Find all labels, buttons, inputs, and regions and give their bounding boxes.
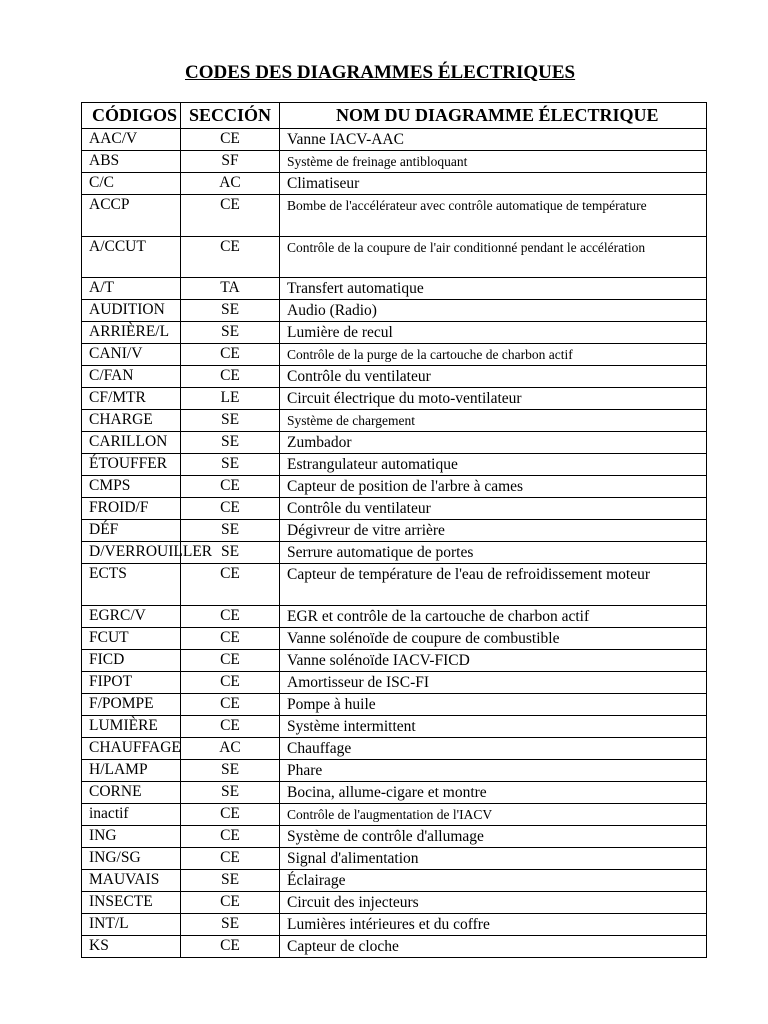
cell-section: CE [181,935,280,957]
codes-table [81,102,707,958]
cell-code: AUDITION [82,300,181,322]
cell-code: F/POMPE [82,693,181,715]
cell-diagram-name: Capteur de cloche [280,935,707,957]
cell-section: SE [181,759,280,781]
cell-diagram-name: Circuit des injecteurs [280,891,707,913]
cell-diagram-name: Système intermittent [280,715,707,737]
table-row [82,454,707,476]
cell-section: CE [181,649,280,671]
cell-code: H/LAMP [82,759,181,781]
table-row [82,935,707,957]
table-row [82,715,707,737]
cell-section: SE [181,454,280,476]
header-section: SECCIÓN [181,103,280,129]
cell-diagram-name: Vanne solénoïde IACV-FICD [280,649,707,671]
table-row [82,847,707,869]
cell-section: CE [181,847,280,869]
cell-diagram-name: Amortisseur de ISC-FI [280,671,707,693]
cell-section: CE [181,195,280,237]
table-row [82,649,707,671]
cell-code: ING/SG [82,847,181,869]
cell-section: CE [181,825,280,847]
table-row [82,605,707,627]
cell-diagram-name: Transfert automatique [280,278,707,300]
cell-code: CF/MTR [82,388,181,410]
cell-code: KS [82,935,181,957]
table-row [82,322,707,344]
cell-diagram-name: Chauffage [280,737,707,759]
cell-section: SE [181,432,280,454]
table-row [82,476,707,498]
cell-code: CHARGE [82,410,181,432]
cell-section: SE [181,913,280,935]
cell-code: INT/L [82,913,181,935]
cell-code: EGRC/V [82,605,181,627]
table-row [82,173,707,195]
cell-code: ÉTOUFFER [82,454,181,476]
table-row [82,366,707,388]
cell-diagram-name: Pompe à huile [280,693,707,715]
cell-diagram-name: Signal d'alimentation [280,847,707,869]
cell-section: CE [181,671,280,693]
table-body [82,129,707,958]
cell-section: CE [181,476,280,498]
table-row [82,344,707,366]
cell-code: ECTS [82,564,181,606]
table-row [82,195,707,237]
cell-code: CANI/V [82,344,181,366]
cell-diagram-name: Zumbador [280,432,707,454]
cell-section: CE [181,366,280,388]
cell-code: CARILLON [82,432,181,454]
cell-section: CE [181,803,280,825]
table-row [82,388,707,410]
table-row [82,410,707,432]
cell-section: SE [181,410,280,432]
cell-code: MAUVAIS [82,869,181,891]
cell-diagram-name: Vanne solénoïde de coupure de combustible [280,627,707,649]
cell-code: DÉF [82,520,181,542]
cell-section: CE [181,129,280,151]
table-row [82,803,707,825]
cell-diagram-name: Lumière de recul [280,322,707,344]
cell-diagram-name: Capteur de température de l'eau de refroidissement moteur [280,564,707,606]
cell-code: LUMIÈRE [82,715,181,737]
header-code: CÓDIGOS [82,103,181,129]
cell-section: TA [181,278,280,300]
cell-code: FIPOT [82,671,181,693]
cell-section: SE [181,542,280,564]
cell-code: ARRIÈRE/L [82,322,181,344]
cell-diagram-name: Phare [280,759,707,781]
table-row [82,671,707,693]
cell-section: SE [181,300,280,322]
cell-diagram-name: Contrôle du ventilateur [280,498,707,520]
cell-section: AC [181,737,280,759]
cell-code: ING [82,825,181,847]
cell-diagram-name: Climatiseur [280,173,707,195]
cell-diagram-name: Dégivreur de vitre arrière [280,520,707,542]
table-row [82,151,707,173]
cell-diagram-name: EGR et contrôle de la cartouche de charbon actif [280,605,707,627]
cell-code: FICD [82,649,181,671]
cell-diagram-name: Bombe de l'accélérateur avec contrôle automatique de température [280,195,707,237]
cell-diagram-name: Capteur de position de l'arbre à cames [280,476,707,498]
table-row [82,693,707,715]
cell-diagram-name: Éclairage [280,869,707,891]
cell-section: CE [181,605,280,627]
cell-diagram-name: Serrure automatique de portes [280,542,707,564]
cell-section: CE [181,693,280,715]
table-row [82,278,707,300]
cell-diagram-name: Audio (Radio) [280,300,707,322]
cell-section: SF [181,151,280,173]
cell-section: LE [181,388,280,410]
table-row [82,825,707,847]
cell-diagram-name: Contrôle du ventilateur [280,366,707,388]
cell-diagram-name: Système de chargement [280,410,707,432]
cell-section: AC [181,173,280,195]
table-row [82,236,707,278]
cell-code: INSECTE [82,891,181,913]
cell-code: inactif [82,803,181,825]
cell-diagram-name: Contrôle de la coupure de l'air conditionné pendant le accélération [280,236,707,278]
cell-section: CE [181,715,280,737]
cell-code: A/T [82,278,181,300]
table-row [82,129,707,151]
cell-section: SE [181,869,280,891]
cell-diagram-name: Contrôle de la purge de la cartouche de charbon actif [280,344,707,366]
cell-section: CE [181,498,280,520]
table-row [82,498,707,520]
cell-section: CE [181,891,280,913]
table-row [82,627,707,649]
table-row [82,542,707,564]
cell-diagram-name: Bocina, allume-cigare et montre [280,781,707,803]
header-name: NOM DU DIAGRAMME ÉLECTRIQUE [280,103,707,129]
table-row [82,737,707,759]
cell-code: CORNE [82,781,181,803]
cell-diagram-name: Estrangulateur automatique [280,454,707,476]
cell-code: C/FAN [82,366,181,388]
cell-code: AAC/V [82,129,181,151]
table-header-row [82,103,707,129]
cell-code: FROID/F [82,498,181,520]
cell-code: FCUT [82,627,181,649]
table-row [82,520,707,542]
table-row [82,300,707,322]
cell-section: SE [181,781,280,803]
cell-section: SE [181,520,280,542]
table-row [82,564,707,606]
cell-section: CE [181,564,280,606]
page-title: CODES DES DIAGRAMMES ÉLECTRIQUES [185,62,576,83]
cell-section: CE [181,627,280,649]
cell-code: CHAUFFAGE [82,737,181,759]
cell-diagram-name: Vanne IACV-AAC [280,129,707,151]
cell-code: A/CCUT [82,236,181,278]
table-row [82,891,707,913]
table-row [82,913,707,935]
cell-diagram-name: Circuit électrique du moto-ventilateur [280,388,707,410]
cell-diagram-name: Contrôle de l'augmentation de l'IACV [280,803,707,825]
cell-code: C/C [82,173,181,195]
cell-diagram-name: Système de freinage antibloquant [280,151,707,173]
cell-section: CE [181,236,280,278]
cell-section: SE [181,322,280,344]
cell-diagram-name: Système de contrôle d'allumage [280,825,707,847]
table-row [82,759,707,781]
cell-code: ABS [82,151,181,173]
cell-code: CMPS [82,476,181,498]
table-row [82,869,707,891]
cell-code: ACCP [82,195,181,237]
table-row [82,432,707,454]
table-row [82,781,707,803]
cell-diagram-name: Lumières intérieures et du coffre [280,913,707,935]
cell-section: CE [181,344,280,366]
cell-code: D/VERROUILLER [82,542,181,564]
